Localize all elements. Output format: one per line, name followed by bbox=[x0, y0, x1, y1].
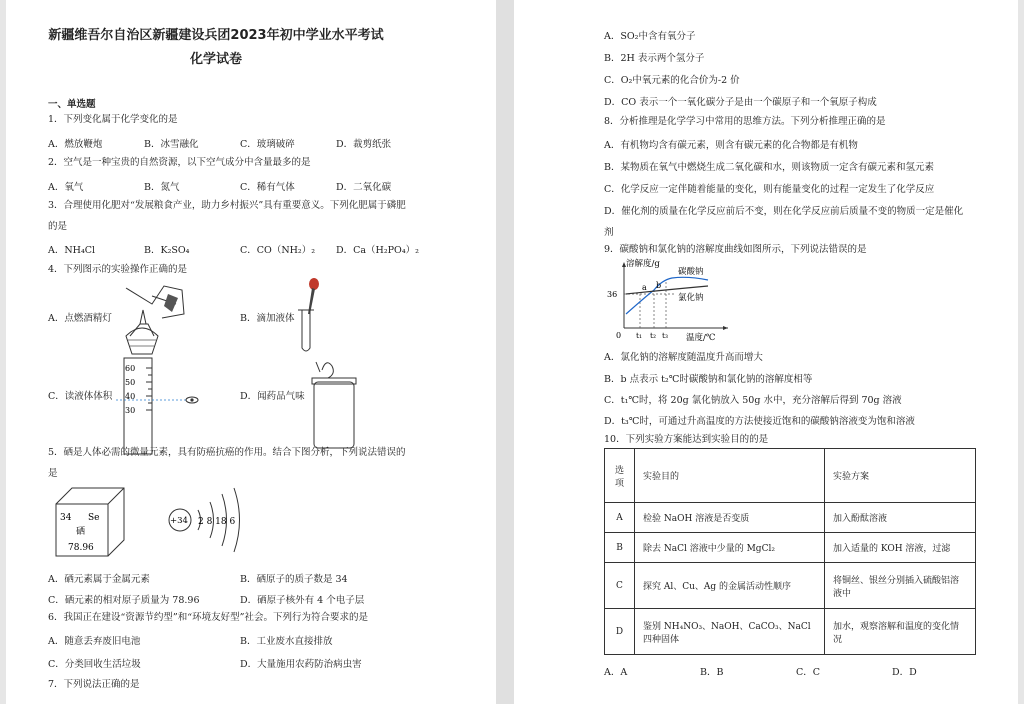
q8-option-a: A．有机物均含有碳元素，则含有碳元素的化合物都是有机物 bbox=[604, 140, 858, 151]
header-purpose: 实验目的 bbox=[635, 449, 825, 503]
q8-stem: 8．分析推理是化学学习中常用的思维方法。下列分析推理正确的是 bbox=[604, 116, 886, 127]
y-tick-36: 36 bbox=[607, 290, 618, 299]
q4-option-c: C．读液体体积 bbox=[48, 391, 113, 402]
row-c-option: C bbox=[605, 563, 635, 609]
q9-option-b: B．b 点表示 t₂℃时碳酸钠和氯化钠的溶解度相等 bbox=[604, 374, 813, 385]
gas-jar-illustration bbox=[306, 356, 370, 456]
q5-option-b: B．硒原子的质子数是 34 bbox=[240, 574, 348, 585]
q2-option-b: B．氮气 bbox=[144, 182, 180, 193]
x-tick-t2: t₂ bbox=[650, 331, 657, 340]
element-name: 硒 bbox=[76, 527, 86, 537]
q2-option-d: D．二氧化碳 bbox=[336, 182, 392, 193]
q5-option-d: D．硒原子核外有 4 个电子层 bbox=[240, 595, 365, 606]
q1-option-b: B．冰雪融化 bbox=[144, 139, 199, 150]
q4-option-a: A．点燃酒精灯 bbox=[48, 313, 112, 324]
q3-option-a: A．NH₄Cl bbox=[48, 245, 96, 256]
q3-option-b: B．K₂SO₄ bbox=[144, 245, 190, 256]
q10-option-d: D．D bbox=[892, 667, 917, 678]
exam-title: 新疆维吾尔自治区新疆建设兵团2023年初中学业水平考试 bbox=[48, 28, 384, 43]
row-c-purpose: 探究 Al、Cu、Ag 的金属活动性顺序 bbox=[635, 563, 825, 609]
row-b-purpose: 除去 NaCl 溶液中少量的 MgCl₂ bbox=[635, 533, 825, 563]
q2-stem: 2．空气是一种宝贵的自然资源，以下空气成分中含量最多的是 bbox=[48, 157, 311, 168]
q7-option-c: C．O₂中氧元素的化合价为-2 价 bbox=[604, 75, 740, 86]
q1-option-c: C．玻璃破碎 bbox=[240, 139, 295, 150]
y-axis-label: 溶解度/g bbox=[626, 259, 660, 269]
q1-option-d: D．裁剪纸张 bbox=[336, 139, 392, 150]
q3-option-c: C．CO（NH₂）₂ bbox=[240, 245, 316, 256]
row-d-option: D bbox=[605, 609, 635, 655]
q8-option-d-line1: D．催化剂的质量在化学反应前后不变，则在化学反应前后质量不变的物质一定是催化 bbox=[604, 206, 964, 217]
table-row bbox=[605, 503, 976, 533]
q4-option-d: D．闻药品气味 bbox=[240, 391, 305, 402]
selenium-element-cell bbox=[48, 484, 128, 560]
q8-option-d-line2: 剂 bbox=[604, 227, 614, 238]
element-symbol: Se bbox=[88, 513, 100, 523]
q10-option-b: B．B bbox=[700, 667, 724, 678]
q3-stem-line2: 的是 bbox=[48, 221, 68, 232]
point-b-label: b bbox=[656, 281, 662, 290]
q10-option-a: A．A bbox=[604, 667, 628, 678]
q7-option-b: B．2H 表示两个氢分子 bbox=[604, 53, 705, 64]
exam-subtitle: 化学试卷 bbox=[189, 52, 242, 67]
row-a-option: A bbox=[605, 503, 635, 533]
x-tick-t3: t₃ bbox=[662, 331, 669, 340]
header-option: 选项 bbox=[605, 449, 635, 503]
table-row bbox=[605, 609, 976, 655]
q5-stem-line2: 是 bbox=[48, 468, 58, 479]
cylinder-tick-60: 60 bbox=[125, 364, 136, 373]
nucleus-charge: +34 bbox=[170, 516, 188, 526]
q6-option-b: B．工业废水直接排放 bbox=[240, 636, 333, 647]
q5-option-a: A．硒元素属于金属元素 bbox=[48, 574, 150, 585]
experiment-plan-table bbox=[604, 448, 976, 655]
cylinder-tick-50: 50 bbox=[125, 378, 136, 387]
q6-option-c: C．分类回收生活垃圾 bbox=[48, 659, 141, 670]
selenium-atom-structure bbox=[160, 484, 270, 560]
q2-option-a: A．氧气 bbox=[48, 182, 84, 193]
table-row bbox=[605, 563, 976, 609]
q1-stem: 1．下列变化属于化学变化的是 bbox=[48, 114, 178, 125]
q9-stem: 9．碳酸钠和氯化钠的溶解度曲线如图所示，下列说法错误的是 bbox=[604, 244, 867, 255]
row-d-plan: 加水，观察溶解和温度的变化情况 bbox=[825, 609, 976, 655]
row-b-option: B bbox=[605, 533, 635, 563]
header-plan: 实验方案 bbox=[825, 449, 976, 503]
origin-label: 0 bbox=[616, 331, 622, 340]
point-a-label: a bbox=[642, 283, 647, 292]
q3-stem-line1: 3．合理使用化肥对“发展粮食产业，助力乡村振兴”具有重要意义。下列化肥属于磷肥 bbox=[48, 200, 406, 211]
q9-option-c: C．t₁℃时，将 20g 氯化钠放入 50g 水中，充分溶解后得到 70g 溶液 bbox=[604, 395, 902, 406]
q9-option-a: A．氯化钠的溶解度随温度升高而增大 bbox=[604, 352, 763, 363]
q6-stem: 6．我国正在建设“资源节约型”和“环境友好型”社会。下列行为符合要求的是 bbox=[48, 612, 368, 623]
electron-shells: 2 8 18 6 bbox=[198, 517, 236, 527]
row-c-plan: 将铜丝、银丝分别插入硫酸铝溶液中 bbox=[825, 563, 976, 609]
q7-option-a: A．SO₂中含有氧分子 bbox=[604, 31, 696, 42]
q8-option-b: B．某物质在氧气中燃烧生成二氧化碳和水，则该物质一定含有碳元素和氢元素 bbox=[604, 162, 934, 173]
atomic-mass: 78.96 bbox=[68, 543, 94, 553]
q6-option-d: D．大量施用农药防治病虫害 bbox=[240, 659, 362, 670]
q6-option-a: A．随意丢弃废旧电池 bbox=[48, 636, 141, 647]
row-a-purpose: 检验 NaOH 溶液是否变质 bbox=[635, 503, 825, 533]
q3-option-d: D．Ca（H₂PO₄）₂ bbox=[336, 245, 419, 256]
q1-option-a: A．燃放鞭炮 bbox=[48, 139, 103, 150]
solubility-curve-graph bbox=[604, 256, 734, 344]
row-d-purpose: 鉴别 NH₄NO₃、NaOH、CaCO₃、NaCl 四种固体 bbox=[635, 609, 825, 655]
table-row bbox=[605, 533, 976, 563]
row-a-plan: 加入酚酞溶液 bbox=[825, 503, 976, 533]
exam-page-left bbox=[6, 0, 496, 704]
section-heading: 一、单选题 bbox=[48, 99, 96, 110]
q2-option-c: C．稀有气体 bbox=[240, 182, 295, 193]
q4-stem: 4．下列图示的实验操作正确的是 bbox=[48, 264, 188, 275]
page-gap bbox=[496, 0, 514, 704]
alcohol-lamp-lighting-illustration bbox=[112, 276, 202, 358]
q7-option-d: D．CO 表示一个一氧化碳分子是由一个碳原子和一个氧原子构成 bbox=[604, 97, 877, 108]
graduated-cylinder-illustration bbox=[116, 356, 202, 456]
series-sodium-carbonate-label: 碳酸钠 bbox=[678, 267, 704, 277]
q8-option-c: C．化学反应一定伴随着能量的变化，则有能量变化的过程一定发生了化学反应 bbox=[604, 184, 935, 195]
q10-stem: 10．下列实验方案能达到实验目的的是 bbox=[604, 434, 769, 445]
dropper-test-tube-illustration bbox=[290, 276, 330, 356]
q5-stem-line1: 5．硒是人体必需的微量元素，具有防癌抗癌的作用。结合下图分析，下列说法错误的 bbox=[48, 447, 406, 458]
cylinder-tick-30: 30 bbox=[125, 406, 136, 415]
row-b-plan: 加入适量的 KOH 溶液，过滤 bbox=[825, 533, 976, 563]
q9-option-d: D．t₃℃时，可通过升高温度的方法使接近饱和的碳酸钠溶液变为饱和溶液 bbox=[604, 416, 915, 427]
q4-option-b: B．滴加液体 bbox=[240, 313, 295, 324]
q7-stem: 7．下列说法正确的是 bbox=[48, 679, 140, 690]
table-header-row bbox=[605, 449, 976, 503]
atomic-number: 34 bbox=[60, 513, 72, 523]
cylinder-tick-40: 40 bbox=[125, 392, 136, 401]
x-axis-label: 温度/℃ bbox=[686, 333, 716, 343]
q5-option-c: C．硒元素的相对原子质量为 78.96 bbox=[48, 595, 200, 606]
exam-page-right bbox=[514, 0, 1018, 704]
q10-option-c: C．C bbox=[796, 667, 821, 678]
x-tick-t1: t₁ bbox=[636, 331, 643, 340]
series-sodium-chloride-label: 氯化钠 bbox=[678, 293, 704, 303]
